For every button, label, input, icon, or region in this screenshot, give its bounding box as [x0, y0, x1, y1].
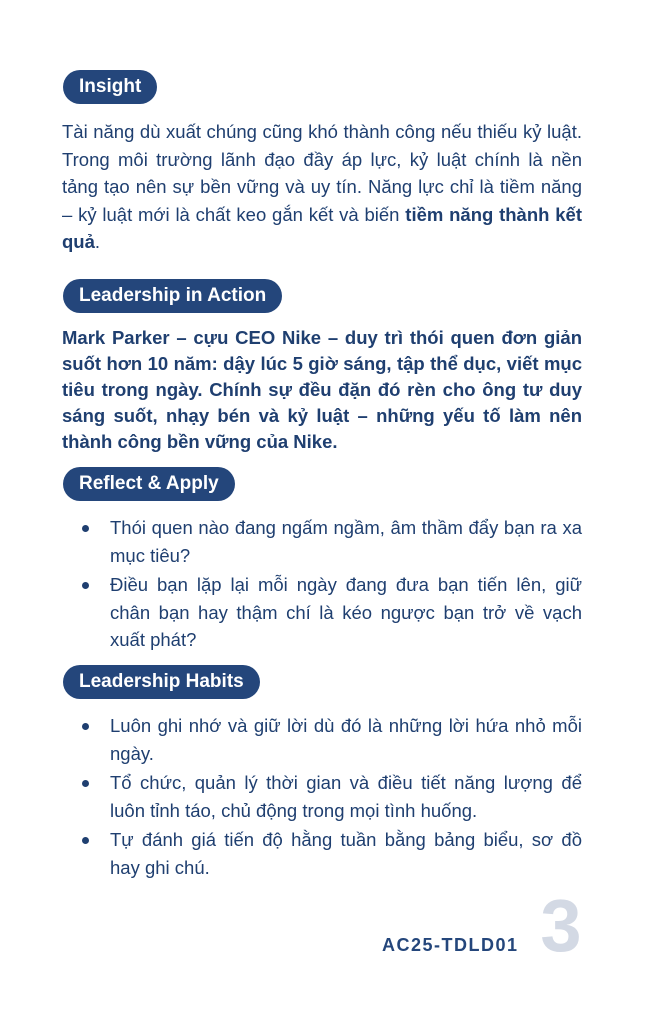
insight-emphasis: tiềm năng thành kết quả — [62, 203, 582, 252]
list-item — [62, 514, 582, 569]
reflect-item-1: Thói quen nào đang ngấm ngầm, âm thầm đẩy bạn ra xa mục tiêu? — [110, 517, 582, 566]
reflect-item-2: Điều bạn lặp lại mỗi ngày đang đưa bạn tiến lên, giữ chân bạn hay thậm chí là kéo ngược bạn trở về vạch xuất phát? — [110, 574, 582, 650]
section-title-reflect-apply: Reflect & Apply — [63, 467, 235, 501]
bullet-icon — [82, 723, 89, 730]
bullet-icon — [82, 780, 89, 787]
list-item — [62, 826, 582, 881]
list-item — [62, 712, 582, 767]
habits-list — [62, 712, 582, 883]
page-number — [536, 893, 586, 955]
insight-paragraph — [62, 118, 582, 256]
bullet-icon — [82, 837, 89, 844]
habit-item-1: Luôn ghi nhớ và giữ lời dù đó là những lời hứa nhỏ mỗi ngày. — [110, 715, 582, 764]
insight-text: Tài năng dù xuất chúng cũng khó thành công nếu thiếu kỷ luật. Trong môi trường lãnh đạo đầy áp lực, kỷ luật chính là nền tảng tạo nên sự bền vững và uy tín. Năng lực chỉ là tiềm năng – kỷ luật mới là chất keo gắn kết và biến — [62, 121, 582, 225]
section-title-leadership-habits: Leadership Habits — [63, 665, 260, 699]
list-item — [62, 769, 582, 824]
section-title-insight: Insight — [63, 70, 157, 104]
reflect-list — [62, 514, 582, 656]
action-paragraph: Mark Parker – cựu CEO Nike – duy trì thói quen đơn giản suốt hơn 10 năm: dậy lúc 5 giờ sáng, tập thể dục, viết mục tiêu trong ngày. Chính sự đều đặn đó rèn cho ông tư duy sáng suốt, nhạy bén và kỷ luật – những yếu tố làm nên thành công bền vững của Nike. — [62, 327, 582, 452]
document-code: AC25-TDLD01 — [382, 935, 519, 955]
list-item — [62, 571, 582, 654]
insight-end: . — [94, 231, 101, 252]
habit-item-2: Tổ chức, quản lý thời gian và điều tiết năng lượng để luôn tỉnh táo, chủ động trong mọi tình huống. — [110, 772, 582, 821]
bullet-icon — [82, 525, 89, 532]
habit-item-3: Tự đánh giá tiến độ hằng tuần bằng bảng biểu, sơ đồ hay ghi chú. — [110, 829, 582, 878]
bullet-icon — [82, 582, 89, 589]
page-number-text: 3 — [540, 893, 582, 955]
section-title-leadership-in-action: Leadership in Action — [63, 279, 282, 313]
